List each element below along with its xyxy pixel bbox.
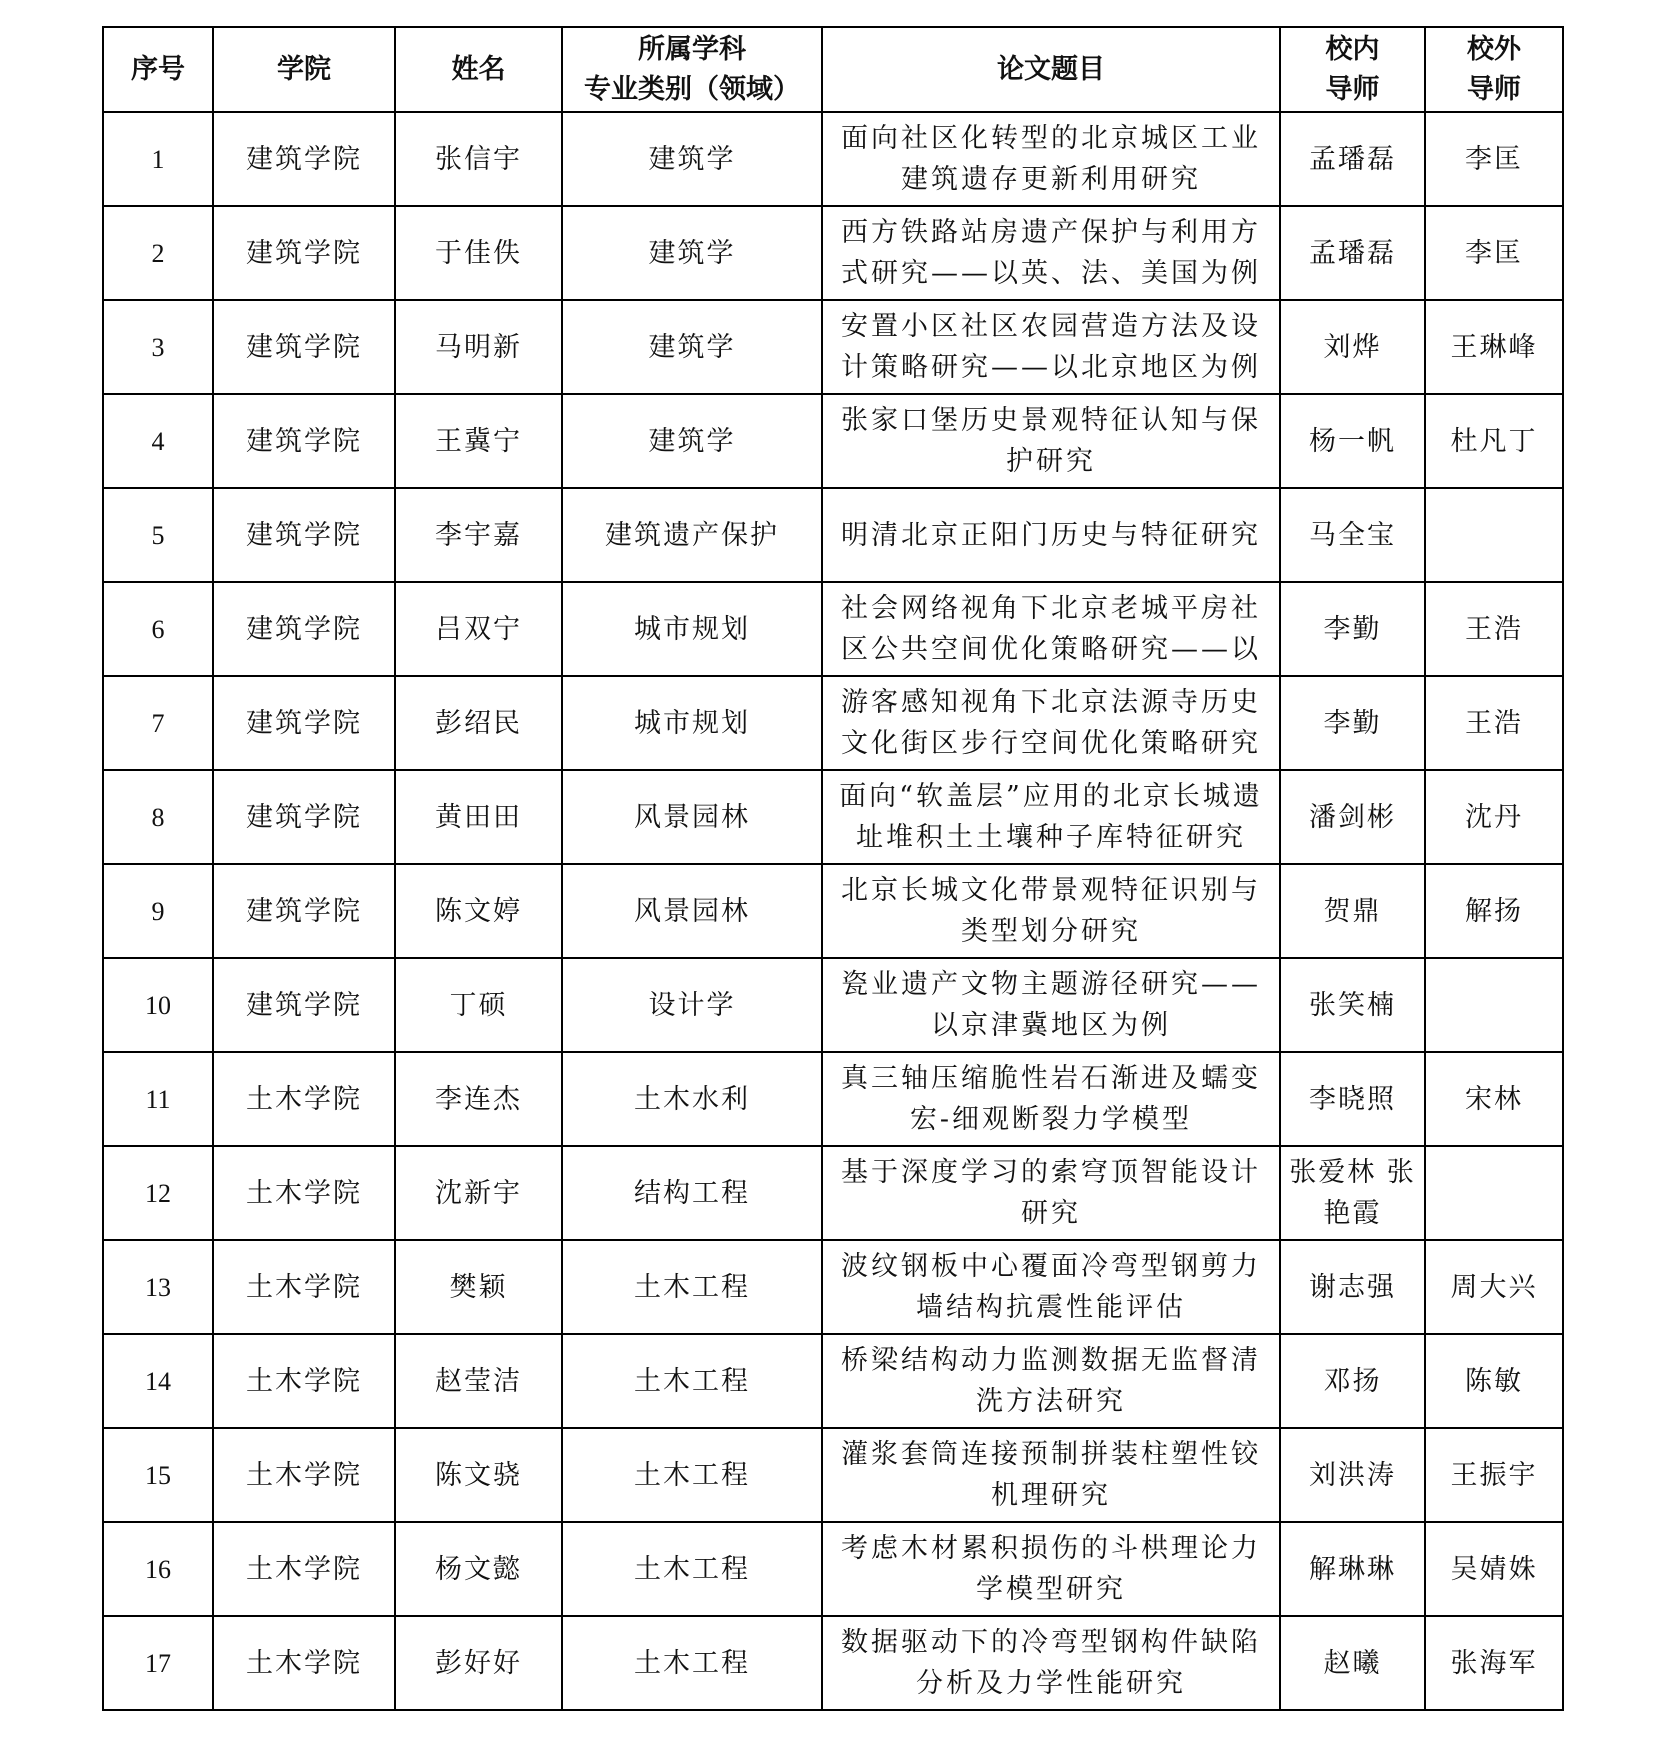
cell-outer-advisor: 沈丹	[1425, 770, 1563, 864]
cell-no: 6	[103, 582, 213, 676]
cell-inner-advisor: 张笑楠	[1280, 958, 1425, 1052]
cell-outer-advisor: 王浩	[1425, 582, 1563, 676]
cell-discipline: 建筑学	[562, 394, 822, 488]
cell-discipline: 结构工程	[562, 1146, 822, 1240]
cell-outer-advisor	[1425, 958, 1563, 1052]
cell-title: 灌浆套筒连接预制拼装柱塑性铰机理研究	[822, 1428, 1280, 1522]
cell-no: 11	[103, 1052, 213, 1146]
table-row	[103, 1616, 1563, 1710]
cell-discipline: 风景园林	[562, 864, 822, 958]
cell-name: 沈新宇	[395, 1146, 562, 1240]
cell-inner-advisor: 赵曦	[1280, 1616, 1425, 1710]
cell-discipline: 土木水利	[562, 1052, 822, 1146]
header-college: 学院	[213, 27, 395, 112]
cell-inner-advisor: 李勤	[1280, 676, 1425, 770]
cell-outer-advisor: 陈敏	[1425, 1334, 1563, 1428]
table-row	[103, 488, 1563, 582]
cell-discipline: 建筑学	[562, 300, 822, 394]
cell-discipline: 建筑学	[562, 112, 822, 206]
cell-name: 马明新	[395, 300, 562, 394]
cell-college: 建筑学院	[213, 864, 395, 958]
table-body	[103, 112, 1563, 1710]
cell-name: 丁硕	[395, 958, 562, 1052]
header-inner-line2: 导师	[1325, 73, 1380, 105]
cell-college: 土木学院	[213, 1146, 395, 1240]
cell-name: 于佳佚	[395, 206, 562, 300]
cell-no: 15	[103, 1428, 213, 1522]
cell-title: 游客感知视角下北京法源寺历史文化街区步行空间优化策略研究	[822, 676, 1280, 770]
cell-title: 面向“软盖层”应用的北京长城遗址堆积土土壤种子库特征研究	[822, 770, 1280, 864]
table-row	[103, 1240, 1563, 1334]
cell-title: 桥梁结构动力监测数据无监督清洗方法研究	[822, 1334, 1280, 1428]
header-outer-line1: 校外	[1467, 33, 1521, 65]
cell-inner-advisor: 贺鼎	[1280, 864, 1425, 958]
cell-title: 安置小区社区农园营造方法及设计策略研究——以北京地区为例	[822, 300, 1280, 394]
cell-inner-advisor: 杨一帆	[1280, 394, 1425, 488]
header-no: 序号	[103, 27, 213, 112]
cell-inner-advisor: 邓扬	[1280, 1334, 1425, 1428]
table-row	[103, 958, 1563, 1052]
cell-outer-advisor: 宋林	[1425, 1052, 1563, 1146]
cell-name: 赵莹洁	[395, 1334, 562, 1428]
cell-college: 建筑学院	[213, 112, 395, 206]
cell-college: 建筑学院	[213, 206, 395, 300]
cell-outer-advisor: 李匡	[1425, 206, 1563, 300]
header-discipline-line2: 专业类别（领域）	[584, 73, 800, 105]
cell-no: 17	[103, 1616, 213, 1710]
cell-college: 土木学院	[213, 1522, 395, 1616]
table-row	[103, 770, 1563, 864]
cell-no: 5	[103, 488, 213, 582]
cell-outer-advisor: 王浩	[1425, 676, 1563, 770]
header-inner-advisor	[1280, 27, 1425, 112]
cell-college: 建筑学院	[213, 488, 395, 582]
cell-discipline: 城市规划	[562, 582, 822, 676]
cell-no: 8	[103, 770, 213, 864]
cell-name: 陈文骁	[395, 1428, 562, 1522]
cell-discipline: 土木工程	[562, 1616, 822, 1710]
cell-no: 9	[103, 864, 213, 958]
cell-outer-advisor: 吴婧姝	[1425, 1522, 1563, 1616]
cell-college: 建筑学院	[213, 582, 395, 676]
cell-name: 彭绍民	[395, 676, 562, 770]
table-row	[103, 1522, 1563, 1616]
cell-name: 吕双宁	[395, 582, 562, 676]
cell-no: 16	[103, 1522, 213, 1616]
cell-title: 瓷业遗产文物主题游径研究——以京津冀地区为例	[822, 958, 1280, 1052]
cell-discipline: 土木工程	[562, 1334, 822, 1428]
table-row	[103, 582, 1563, 676]
cell-inner-advisor: 马全宝	[1280, 488, 1425, 582]
cell-no: 7	[103, 676, 213, 770]
cell-name: 彭好好	[395, 1616, 562, 1710]
cell-outer-advisor: 王琳峰	[1425, 300, 1563, 394]
table-row	[103, 864, 1563, 958]
cell-title: 数据驱动下的冷弯型钢构件缺陷分析及力学性能研究	[822, 1616, 1280, 1710]
table-row	[103, 1052, 1563, 1146]
cell-name: 樊颖	[395, 1240, 562, 1334]
cell-inner-advisor: 刘烨	[1280, 300, 1425, 394]
header-title: 论文题目	[822, 27, 1280, 112]
cell-outer-advisor: 杜凡丁	[1425, 394, 1563, 488]
cell-college: 建筑学院	[213, 300, 395, 394]
table-row	[103, 206, 1563, 300]
cell-college: 建筑学院	[213, 958, 395, 1052]
cell-title: 张家口堡历史景观特征认知与保护研究	[822, 394, 1280, 488]
header-discipline-line1: 所属学科	[638, 33, 746, 65]
cell-college: 土木学院	[213, 1240, 395, 1334]
cell-name: 李连杰	[395, 1052, 562, 1146]
cell-discipline: 建筑遗产保护	[562, 488, 822, 582]
cell-outer-advisor: 周大兴	[1425, 1240, 1563, 1334]
cell-no: 2	[103, 206, 213, 300]
cell-name: 杨文懿	[395, 1522, 562, 1616]
cell-outer-advisor: 李匡	[1425, 112, 1563, 206]
cell-outer-advisor	[1425, 1146, 1563, 1240]
thesis-table	[102, 26, 1564, 1711]
cell-inner-advisor: 潘剑彬	[1280, 770, 1425, 864]
cell-title: 基于深度学习的索穹顶智能设计研究	[822, 1146, 1280, 1240]
table-row	[103, 300, 1563, 394]
cell-discipline: 土木工程	[562, 1522, 822, 1616]
cell-discipline: 设计学	[562, 958, 822, 1052]
cell-inner-advisor: 谢志强	[1280, 1240, 1425, 1334]
table-row	[103, 676, 1563, 770]
cell-title: 波纹钢板中心覆面冷弯型钢剪力墙结构抗震性能评估	[822, 1240, 1280, 1334]
table-row	[103, 112, 1563, 206]
header-discipline	[562, 27, 822, 112]
cell-discipline: 建筑学	[562, 206, 822, 300]
cell-title: 社会网络视角下北京老城平房社区公共空间优化策略研究——以	[822, 582, 1280, 676]
cell-no: 1	[103, 112, 213, 206]
cell-title: 考虑木材累积损伤的斗栱理论力学模型研究	[822, 1522, 1280, 1616]
header-row	[103, 27, 1563, 112]
cell-college: 土木学院	[213, 1616, 395, 1710]
cell-outer-advisor: 王振宇	[1425, 1428, 1563, 1522]
cell-college: 建筑学院	[213, 394, 395, 488]
cell-college: 建筑学院	[213, 676, 395, 770]
table-row	[103, 394, 1563, 488]
cell-inner-advisor: 刘洪涛	[1280, 1428, 1425, 1522]
cell-outer-advisor: 张海军	[1425, 1616, 1563, 1710]
cell-no: 3	[103, 300, 213, 394]
cell-inner-advisor: 李勤	[1280, 582, 1425, 676]
cell-outer-advisor: 解扬	[1425, 864, 1563, 958]
table-row	[103, 1146, 1563, 1240]
cell-name: 张信宇	[395, 112, 562, 206]
header-outer-advisor	[1425, 27, 1563, 112]
cell-college: 土木学院	[213, 1428, 395, 1522]
cell-name: 李宇嘉	[395, 488, 562, 582]
cell-inner-advisor: 李晓照	[1280, 1052, 1425, 1146]
header-inner-line1: 校内	[1325, 33, 1380, 65]
cell-title: 真三轴压缩脆性岩石渐进及蠕变宏-细观断裂力学模型	[822, 1052, 1280, 1146]
cell-inner-advisor: 孟璠磊	[1280, 206, 1425, 300]
cell-no: 12	[103, 1146, 213, 1240]
cell-name: 陈文婷	[395, 864, 562, 958]
cell-no: 13	[103, 1240, 213, 1334]
cell-no: 10	[103, 958, 213, 1052]
cell-title: 西方铁路站房遗产保护与利用方式研究——以英、法、美国为例	[822, 206, 1280, 300]
table-row	[103, 1334, 1563, 1428]
table-row	[103, 1428, 1563, 1522]
cell-discipline: 城市规划	[562, 676, 822, 770]
cell-name: 黄田田	[395, 770, 562, 864]
cell-discipline: 土木工程	[562, 1240, 822, 1334]
cell-outer-advisor	[1425, 488, 1563, 582]
cell-no: 4	[103, 394, 213, 488]
cell-title: 北京长城文化带景观特征识别与类型划分研究	[822, 864, 1280, 958]
cell-discipline: 土木工程	[562, 1428, 822, 1522]
cell-name: 王冀宁	[395, 394, 562, 488]
cell-title: 明清北京正阳门历史与特征研究	[822, 488, 1280, 582]
header-outer-line2: 导师	[1467, 73, 1521, 105]
cell-discipline: 风景园林	[562, 770, 822, 864]
cell-inner-advisor: 孟璠磊	[1280, 112, 1425, 206]
cell-college: 建筑学院	[213, 770, 395, 864]
cell-no: 14	[103, 1334, 213, 1428]
cell-title: 面向社区化转型的北京城区工业建筑遗存更新利用研究	[822, 112, 1280, 206]
cell-inner-advisor: 解琳琳	[1280, 1522, 1425, 1616]
header-name: 姓名	[395, 27, 562, 112]
cell-college: 土木学院	[213, 1052, 395, 1146]
cell-college: 土木学院	[213, 1334, 395, 1428]
cell-inner-advisor: 张爱林 张艳霞	[1280, 1146, 1425, 1240]
